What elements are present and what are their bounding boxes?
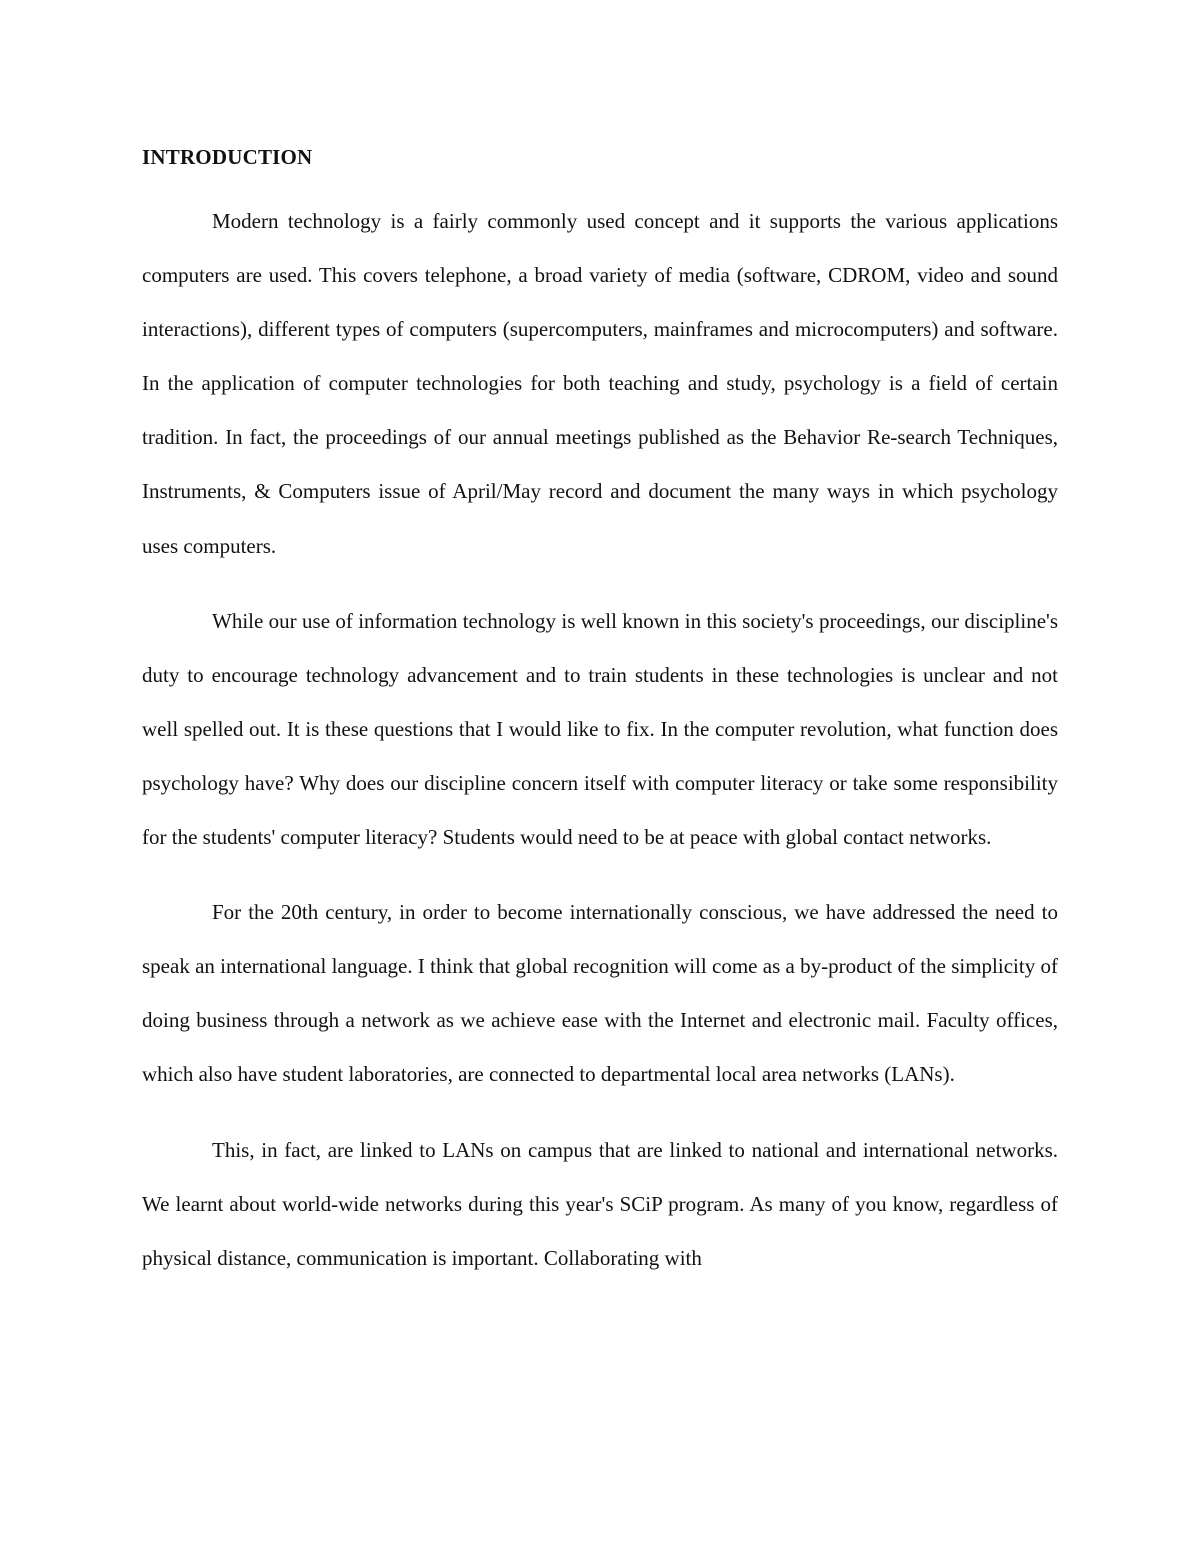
paragraph-2: While our use of information technology is well known in this society's proceedings, our discipline's duty to encourage technology advancement and to train students in these technologies is unclear and not well spelled out. It is these questions that I would like to fix. In the computer revolution, what function does psychology have? Why does our discipline concern itself with computer literacy or take some responsibility for the students' computer literacy? Students would need to be at peace with global contact networks. bbox=[142, 608, 1058, 850]
paragraph-1: Modern technology is a fairly commonly used concept and it supports the various applications computers are used. This covers telephone, a broad variety of media (software, CDROM, video and sound interactions), different types of computers (supercomputers, mainframes and microcomputers) and software. In the application of computer technologies for both teaching and study, psychology is a field of certain tradition. In fact, the proceedings of our annual meetings published as the Behavior Re-search Techniques, Instruments, & Computers issue of April/May record and document the many ways in which psychology uses computers. bbox=[142, 209, 1058, 558]
paragraph-3: For the 20th century, in order to become internationally conscious, we have addressed the need to speak an international language. I think that global recognition will come as a by-product of the simplicity of doing business through a network as we achieve ease with the Internet and electronic mail. Faculty offices, which also have student laboratories, are connected to departmental local area networks (LANs). bbox=[142, 900, 1058, 1087]
document-body bbox=[142, 140, 1058, 1285]
paragraph-4: This, in fact, are linked to LANs on campus that are linked to national and international networks. We learnt about world-wide networks during this year's SCiP program. As many of you know, regardless of physical distance, communication is important. Collaborating with bbox=[142, 1137, 1058, 1270]
section-heading: INTRODUCTION bbox=[142, 145, 313, 169]
